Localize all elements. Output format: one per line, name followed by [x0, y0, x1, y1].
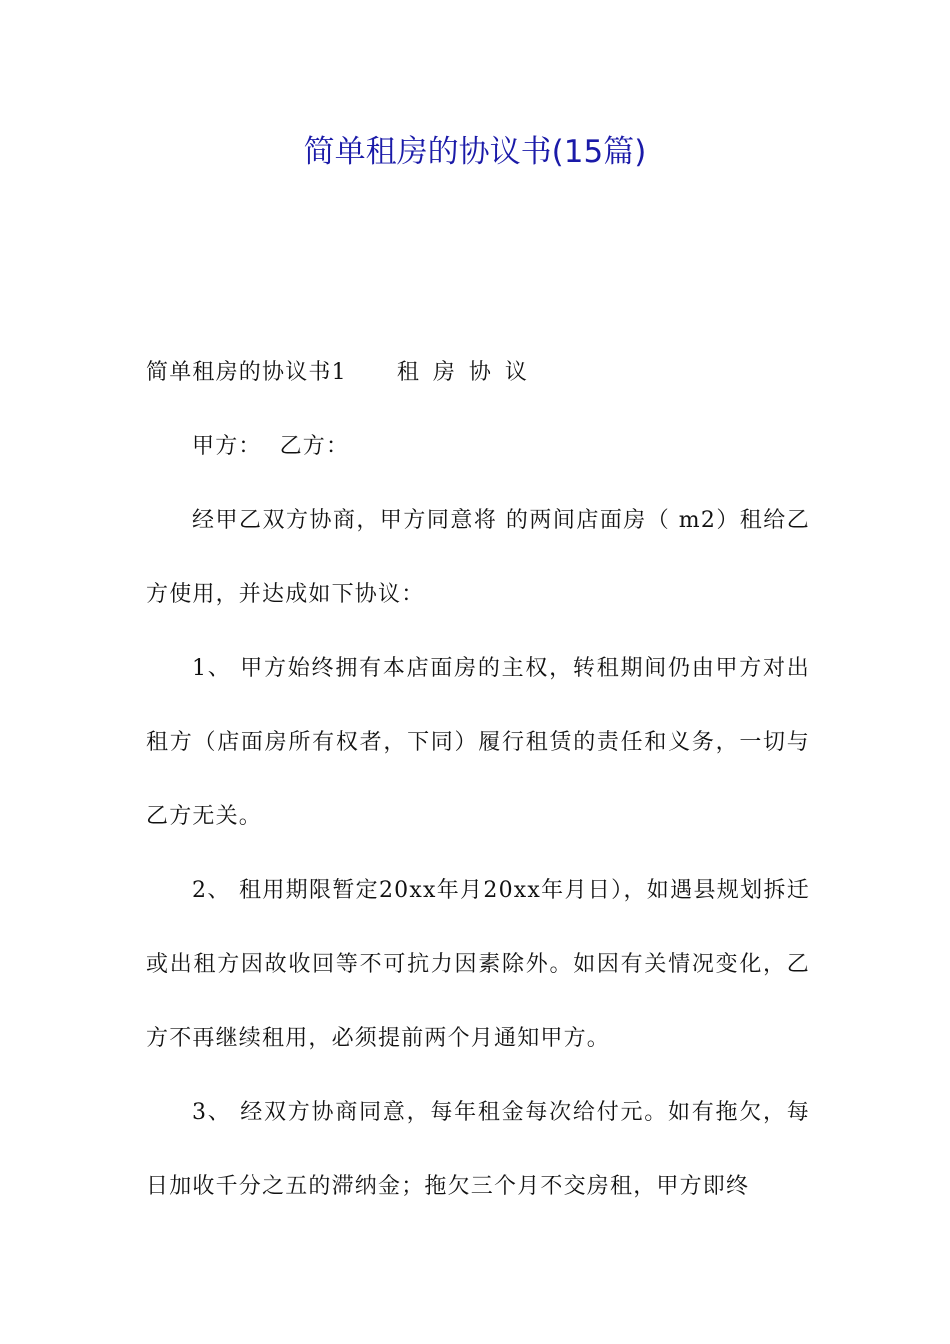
document-title: 简单租房的协议书(15篇): [303, 134, 647, 170]
paragraph-clause-1: 1、 甲方始终拥有本店面房的主权，转租期间仍由甲方对出租方（店面房所有权者，下同）履行租赁的责任和义务，一切与乙方无关。: [146, 656, 810, 829]
paragraph-intro: 经甲乙双方协商，甲方同意将 的两间店面房（ m2）租给乙方使用，并达成如下协议：: [146, 508, 810, 607]
agreement-heading-line: [146, 336, 810, 410]
parties-line: [146, 410, 810, 484]
party-b-label: 乙方：: [279, 434, 350, 459]
party-a-label: 甲方：: [192, 434, 262, 459]
paragraph-clause-2: 2、 租用期限暂定20xx年月20xx年月日），如遇县规划拆迁或出租方因故收回等不可抗力因素除外。如因有关情况变化，乙方不再继续租用，必须提前两个月通知甲方。: [146, 878, 810, 1051]
paragraph-clause-3: 3、 经双方协商同意，每年租金每次给付元。如有拖欠，每日加收千分之五的滞纳金；拖欠三个月不交房租，甲方即终: [146, 1100, 810, 1199]
agreement-subheading: 租房协议: [396, 360, 541, 385]
agreement-heading: 简单租房的协议书1: [146, 360, 347, 385]
document-body: [146, 336, 810, 1224]
